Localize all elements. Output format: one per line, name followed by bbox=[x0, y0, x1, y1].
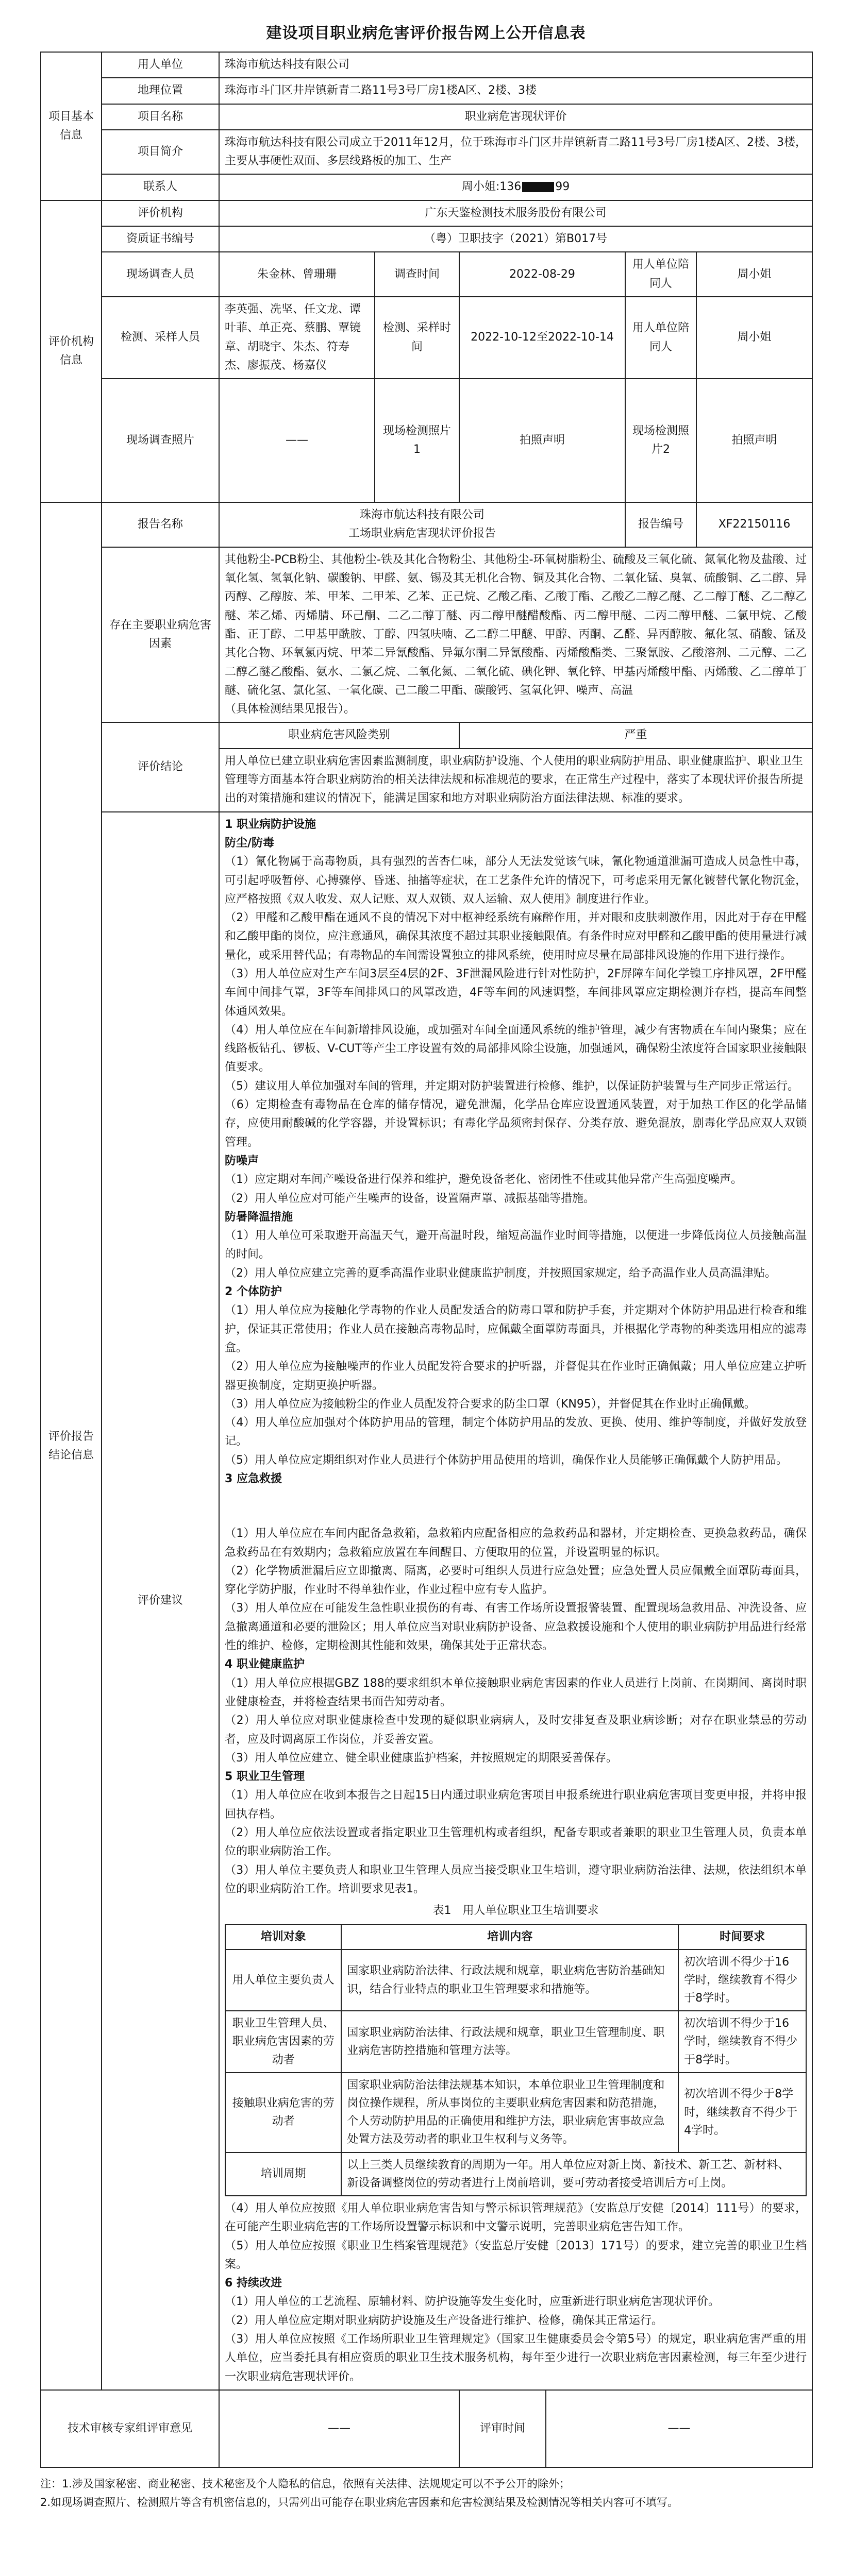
escort-1-label: 用人单位陪同人 bbox=[625, 252, 696, 297]
conclusion-label: 评价结论 bbox=[102, 722, 219, 811]
advice-paragraph: （3）用人单位应为接触粉尘的作业人员配发符合要求的防尘口罩（KN95），并督促其在作业时正确佩戴。 bbox=[225, 1397, 756, 1411]
advice-paragraph: （2）用人单位应依法设置或者指定职业卫生管理机构或者组织，配备专职或者兼职的职业卫生管理人员，负责本单位的职业病防治工作。 bbox=[225, 1826, 807, 1858]
advice-paragraph: （2）用人单位应定期对职业病防护设施及生产设备进行维护、检修，确保其正常运行。 bbox=[225, 2314, 663, 2327]
advice-paragraph: （2）用人单位应对可能产生噪声的设备，设置隔声罩、减振基础等措施。 bbox=[225, 1192, 595, 1205]
report-name-line-1: 珠海市航达科技有限公司 bbox=[359, 509, 485, 522]
review-label: 技术审核专家组评审意见 bbox=[41, 2390, 219, 2467]
address-label: 地理位置 bbox=[102, 78, 219, 104]
review-time-label: 评审时间 bbox=[459, 2390, 546, 2467]
section-basic-label: 项目基本信息 bbox=[41, 52, 102, 200]
cert-value: （粤）卫职技字（2021）第B017号 bbox=[219, 226, 812, 252]
training-time: 初次培训不得少于16学时，继续教育不得少于8学时。 bbox=[678, 2011, 806, 2073]
advice-paragraph: （2）用人单位应建立完善的夏季高温作业职业健康监护制度，并按照国家规定，给予高温作业人员高温津贴。 bbox=[225, 1266, 777, 1280]
sampling-time-value: 2022-10-12至2022-10-14 bbox=[459, 297, 625, 379]
contact-suffix: 99 bbox=[555, 180, 570, 194]
report-name-line-2: 工场职业病危害现状评价报告 bbox=[348, 527, 496, 540]
photo-label: 现场调查照片 bbox=[102, 379, 219, 502]
contact-value bbox=[219, 174, 812, 200]
contact-label: 联系人 bbox=[102, 174, 219, 200]
review-value: —— bbox=[219, 2390, 459, 2467]
risk-class-header: 职业病危害风险类别 bbox=[219, 722, 459, 748]
page-container bbox=[40, 15, 812, 2512]
photo-1-value: 拍照声明 bbox=[459, 379, 625, 502]
hazards-value bbox=[219, 547, 812, 723]
footnote-line: 注：1.涉及国家秘密、商业秘密、技术秘密及个人隐私的信息，依照有关法律、法规规定可以不予公开的除外； bbox=[40, 2477, 571, 2490]
page-break-gap bbox=[225, 1488, 807, 1524]
training-table bbox=[225, 1924, 807, 2196]
advice-heading: 4 职业健康监护 bbox=[225, 1658, 305, 1671]
advice-paragraph: （1）用人单位应在收到本报告之日起15日内通过职业病危害项目申报系统进行职业病危害项目变更申报，并将申报回执存档。 bbox=[225, 1789, 807, 1821]
hazards-text: 其他粉尘-PCB粉尘、其他粉尘-铁及其化合物粉尘、其他粉尘-环氧树脂粉尘、硫酸及三氧化硫、氮氧化物及盐酸、过氧化氢、氢氧化钠、碳酸钠、甲醛、氨、锡及其无机化合物、铜及其化合物、二氧化锰、臭氧、硫酸铜、乙二醇、异丙醇、乙醇胺、苯、甲苯、二甲苯、乙苯、正己烷、乙酸乙酯、乙酸丁酯、乙酸乙二醇乙醚、乙二醇丁醚、乙二醇乙醚、苯乙烯、丙烯腈、环己酮、二乙二醇丁醚、丙二醇甲醚醋酸酯、丙二醇甲醚、二丙二醇甲醚、二氯甲烷、乙酸酯、正丁醇、二甲基甲酰胺、丁醇、四氢呋喃、乙二醇二甲醚、甲醇、丙酮、乙醛、异丙醇胺、氟化氢、硝酸、锰及其化合物、环氧氯丙烷、甲苯二异氰酸酯、异氟尔酮二异氰酸酯、丙烯酸酯类、三聚氰胺、乙酸溶剂、二元醇、二乙二醇乙醚乙酸酯、氨水、二氯乙烷、二氧化氮、二氧化硫、碘化钾、氧化锌、甲基丙烯酸甲酯、丙烯酸、乙二醇单丁醚、硫化氢、氯化氢、一氧化碳、己二酸二甲酯、碳酸钙、氢氧化钾、噪声、高温 bbox=[225, 553, 807, 697]
survey-time-value: 2022-08-29 bbox=[459, 252, 625, 297]
hazards-label: 存在主要职业病危害因素 bbox=[102, 547, 219, 723]
risk-class-value: 严重 bbox=[459, 722, 812, 748]
agency-label: 评价机构 bbox=[102, 200, 219, 226]
training-time: 初次培训不得少于16学时，继续教育不得少于8学时。 bbox=[678, 1950, 806, 2011]
training-target: 用人单位主要负责人 bbox=[225, 1950, 341, 2011]
advice-paragraph: （3）用人单位主要负责人和职业卫生管理人员应当接受职业卫生培训，遵守职业病防治法律、法规，依法组织本单位的职业病防治工作。培训要求见表1。 bbox=[225, 1863, 807, 1895]
advice-paragraph: （2）用人单位应为接触噪声的作业人员配发符合要求的护听器，并督促其在作业时正确佩戴；用人单位应建立护听器更换制度，定期更换护听器。 bbox=[225, 1360, 807, 1392]
escort-1-value: 周小姐 bbox=[696, 252, 812, 297]
footnote-line: 2.如现场调查照片、检测照片等含有机密信息的，只需列出可能存在职业病危害因素和危害检测结果及检测情况等相关内容可不填写。 bbox=[40, 2496, 679, 2509]
advice-paragraph: （1）用人单位应为接触化学毒物的作业人员配发适合的防毒口罩和防护手套，并定期对个体防护用品进行检查和维护，保证其正常使用；作业人员在接触高毒物品时，应佩戴全面罩防毒面具，并根据化学毒物的种类选用相应的滤毒盒。 bbox=[225, 1304, 807, 1354]
report-no-value: XF22150116 bbox=[696, 502, 812, 547]
info-table bbox=[40, 52, 813, 2468]
advice-paragraph: （1）用人单位可采取避开高温天气，避开高温时段，缩短高温作业时间等措施，以便进一步降低岗位人员接触高温的时间。 bbox=[225, 1229, 807, 1261]
page-title: 建设项目职业病危害评价报告网上公开信息表 bbox=[266, 24, 586, 42]
survey-staff-label: 现场调查人员 bbox=[102, 252, 219, 297]
training-time: 初次培训不得少于8学时，继续教育不得少于4学时。 bbox=[678, 2073, 806, 2153]
advice-paragraph: （5）用人单位应按照《职业卫生档案管理规范》（安监总厅安健〔2013〕171号）的要求，建立完善的职业卫生档案。 bbox=[225, 2239, 807, 2271]
sampling-staff-value: 李英强、冼坚、任文龙、谭叶菲、单正亮、蔡鹏、覃镜章、胡晓宇、朱杰、符寿杰、廖振茂、杨嘉仪 bbox=[219, 297, 375, 379]
training-content: 国家职业病防治法律法规基本知识，本单位职业卫生管理制度和岗位操作规程，所从事岗位的主要职业病危害因素和防范措施，个人劳动防护用品的正确使用和维护方法，职业病危害事故应急处置方法及劳动者的职业卫生权利与义务等。 bbox=[341, 2073, 678, 2153]
employer-label: 用人单位 bbox=[102, 52, 219, 78]
table-row bbox=[225, 1950, 806, 2011]
survey-time-label: 调查时间 bbox=[375, 252, 459, 297]
training-content: 国家职业病防治法律、行政法规和规章，职业病危害防治基础知识，结合行业特点的职业卫生管理要求和措施等。 bbox=[341, 1950, 678, 2011]
advice-paragraph: （1）氰化物属于高毒物质，具有强烈的苦杏仁味，部分人无法发觉该气味，氰化物通道泄漏可造成人员急性中毒，可引起呼吸暂停、心搏骤停、昏迷、抽搐等症状，在工艺条件允许的情况下，可考虑采用无氰化镀替代氰化物沉金，应严格按照《双人收发、双人记账、双人双锁、双人运输、双人使用》制度进行作业。 bbox=[225, 855, 807, 906]
advice-paragraph: （3）用人单位应按照《工作场所职业卫生管理规定》（国家卫生健康委员会令第5号）的规定，职业病危害严重的用人单位，应当委托具有相应资质的职业卫生技术服务机构，每年至少进行一次职业病危害因素检测，每三年至少进行一次职业病危害现状评价。 bbox=[225, 2333, 807, 2383]
advice-heading: 3 应急救援 bbox=[225, 1472, 282, 1485]
advice-paragraph: （1）用人单位应在车间内配备急救箱，急救箱内应配备相应的急救药品和器材，并定期检查、更换急救药品，确保急救药品在有效期内；急救箱应放置在车间醒目、方便取用的位置，并设置明显的标识。 bbox=[225, 1527, 807, 1559]
advice-paragraph: （6）定期检查有毒物品在仓库的储存情况，避免泄漏，化学品仓库应设置通风装置，对于加热工作区的化学品储存，应使用耐酸碱的化学容器，并设置标识；有毒化学品须密封保存、分类存放、避免混放，剧毒化学品应双人双锁管理。 bbox=[225, 1098, 807, 1149]
photo-2-value: 拍照声明 bbox=[696, 379, 812, 502]
advice-paragraph: （3）用人单位应在可能发生急性职业损伤的有毒、有害工作场所设置报警装置、配置现场急救用品、冲洗设备、应急撤离通道和必要的泄险区；用人单位应当对职业病防护设备、应急救援设施和个人使用的职业病防护用品进行经常性的维护、检修，定期检测其性能和效果，确保其处于正常状态。 bbox=[225, 1602, 807, 1653]
advice-paragraph: （4）用人单位应在车间新增排风设施，或加强对车间全面通风系统的维护管理，减少有害物质在车间内聚集；应在线路板钻孔、锣板、V-CUT等产尘工序设置有效的局部排风除尘设施，加强通风，确保粉尘浓度符合国家职业接触限值要求。 bbox=[225, 1023, 807, 1074]
cert-label: 资质证书编号 bbox=[102, 226, 219, 252]
escort-2-label: 用人单位陪同人 bbox=[625, 297, 696, 379]
advice-heading: 2 个体防护 bbox=[225, 1285, 282, 1299]
advice-paragraph: （2）化学物质泄漏后应立即撤离、隔离，必要时可组织人员进行应急处置；应急处置人员应佩戴全面罩防毒面具，穿化学防护服，作业时不得单独作业，作业过程中应有专人监护。 bbox=[225, 1564, 807, 1597]
review-time-value: —— bbox=[546, 2390, 812, 2467]
report-name-label: 报告名称 bbox=[102, 502, 219, 547]
advice-subheading: 防尘/防毒 bbox=[225, 836, 275, 850]
advice-paragraph: （1）应定期对车间产噪设备进行保养和维护，避免设备老化、密闭性不佳或其他异常产生高强度噪声。 bbox=[225, 1173, 743, 1187]
survey-photo-placeholder: —— bbox=[219, 379, 375, 502]
training-table-header: 培训内容 bbox=[341, 1924, 678, 1950]
advice-label: 评价建议 bbox=[102, 812, 219, 2390]
section-conclusion-label: 评价报告结论信息 bbox=[41, 502, 102, 2390]
advice-content bbox=[219, 812, 812, 2390]
advice-paragraph: （3）用人单位应建立、健全职业健康监护档案，并按照规定的期限妥善保存。 bbox=[225, 1751, 617, 1765]
section-org-label: 评价机构信息 bbox=[41, 200, 102, 502]
employer-value: 珠海市航达科技有限公司 bbox=[219, 52, 812, 78]
advice-heading: 1 职业病防护设施 bbox=[225, 818, 316, 831]
training-target: 职业卫生管理人员、职业病危害因素的劳动者 bbox=[225, 2011, 341, 2073]
table-row bbox=[225, 2153, 806, 2196]
training-table-header: 培训对象 bbox=[225, 1924, 341, 1950]
contact-prefix: 周小姐:136 bbox=[461, 180, 522, 194]
sampling-time-label: 检测、采样时间 bbox=[375, 297, 459, 379]
report-no-label: 报告编号 bbox=[625, 502, 696, 547]
advice-paragraph: （1）用人单位应根据GBZ 188的要求组织本单位接触职业病危害因素的作业人员进行上岗前、在岗期间、离岗时职业健康检查，并将检查结果书面告知劳动者。 bbox=[225, 1676, 807, 1708]
table-caption: 表1 用人单位职业卫生培训要求 bbox=[432, 1904, 599, 1918]
advice-paragraph: （5）建议用人单位加强对车间的管理，并定期对防护装置进行检修、维护，以保证防护装置与生产同步正常运行。 bbox=[225, 1079, 799, 1093]
training-table-header: 时间要求 bbox=[678, 1924, 806, 1950]
advice-heading: 6 持续改进 bbox=[225, 2277, 282, 2290]
table-row bbox=[225, 2011, 806, 2073]
address-value: 珠海市斗门区井岸镇新青二路11号3号厂房1楼A区、2楼、3楼 bbox=[219, 78, 812, 104]
agency-value: 广东天鉴检测技术服务股份有限公司 bbox=[219, 200, 812, 226]
advice-paragraph: （2）甲醛和乙酸甲酯在通风不良的情况下对中枢神经系统有麻醉作用，并对眼和皮肤刺激作用，因此对于存在甲醛和乙酸甲酯的岗位，应注意通风，确保其浓度不超过其职业接触限值。有条件时应对甲醛和乙酸甲酯的使用量进行减量化，或采用替代品；有毒物品的车间需设置独立的排风系统，使用时应尽量在局部排风设施的作用下进行操作。 bbox=[225, 911, 807, 962]
advice-paragraph: （2）用人单位应对职业健康检查中发现的疑似职业病病人，及时安排复查及职业病诊断；对存在职业禁忌的劳动者，应及时调离原工作岗位，并妥善安置。 bbox=[225, 1714, 807, 1746]
advice-paragraph: （5）用人单位应定期组织对作业人员进行个体防护用品使用的培训，确保作业人员能够正确佩戴个人防护用品。 bbox=[225, 1453, 788, 1467]
project-name-value: 职业病危害现状评价 bbox=[219, 104, 812, 130]
intro-value: 珠海市航达科技有限公司成立于2011年12月，位于珠海市斗门区井岸镇新青二路11号3号厂房1楼A区、2楼、3楼，主要从事硬性双面、多层线路板的加工、生产 bbox=[219, 130, 812, 175]
sampling-staff-label: 检测、采样人员 bbox=[102, 297, 219, 379]
footnotes bbox=[40, 2475, 812, 2512]
training-target: 培训周期 bbox=[225, 2153, 341, 2196]
training-content: 国家职业病防治法律、行政法规和规章，职业卫生管理制度、职业病危害防控措施和管理方法等。 bbox=[341, 2011, 678, 2073]
redaction-mask bbox=[522, 182, 554, 192]
conclusion-text: 用人单位已建立职业病危害因素监测制度，职业病防护设施、个人使用的职业病防护用品、职业健康监护、职业卫生管理等方面基本符合职业病防治的相关法律法规和标准规范的要求，在正常生产过程中，落实了本现状评价报告所提出的对策措施和建议的情况下，能满足国家和地方对职业病防治方面法律法规、标准的要求。 bbox=[219, 749, 812, 812]
advice-subheading: 防噪声 bbox=[225, 1154, 259, 1167]
advice-paragraph: （1）用人单位的工艺流程、原辅材料、防护设施等发生变化时，应重新进行职业病危害现状评价。 bbox=[225, 2295, 720, 2309]
project-name-label: 项目名称 bbox=[102, 104, 219, 130]
survey-staff-value: 朱金林、曾珊珊 bbox=[219, 252, 375, 297]
advice-subheading: 防暑降温措施 bbox=[225, 1210, 293, 1224]
training-target: 接触职业病危害的劳动者 bbox=[225, 2073, 341, 2153]
advice-paragraph: （4）用人单位应加强对个体防护用品的管理，制定个体防护用品的发放、更换、使用、维护等制度，并做好发放登记。 bbox=[225, 1416, 807, 1448]
table-row bbox=[225, 2073, 806, 2153]
advice-paragraph: （3）用人单位应对生产车间3层至4层的2F、3F泄漏风险进行针对性防护，2F屏障车间化学镍工序排风罩，2F甲醛车间中间排气罩，3F等车间排风口的风罩改造，4F等车间的风速调整，车间排风罩应定期检测并存档，提高车间整体通风效果。 bbox=[225, 967, 807, 1018]
photo-1-label: 现场检测照片1 bbox=[375, 379, 459, 502]
escort-2-value: 周小姐 bbox=[696, 297, 812, 379]
hazards-note: （具体检测结果见报告）。 bbox=[225, 703, 356, 716]
report-name-value bbox=[219, 502, 625, 547]
photo-2-label: 现场检测照片2 bbox=[625, 379, 696, 502]
intro-label: 项目简介 bbox=[102, 130, 219, 175]
training-content: 以上三类人员继续教育的周期为一年。用人单位应对新上岗、新技术、新工艺、新材料、新设备调整岗位的劳动者进行上岗前培训，要可劳动者接受培训后方可上岗。 bbox=[341, 2153, 806, 2196]
advice-heading: 5 职业卫生管理 bbox=[225, 1770, 305, 1784]
advice-paragraph: （4）用人单位应按照《用人单位职业病危害告知与警示标识管理规范》（安监总厅安健〔2014〕111号）的要求，在可能产生职业病危害的工作场所设置警示标识和中文警示说明，完善职业病危害告知工作。 bbox=[225, 2201, 807, 2234]
